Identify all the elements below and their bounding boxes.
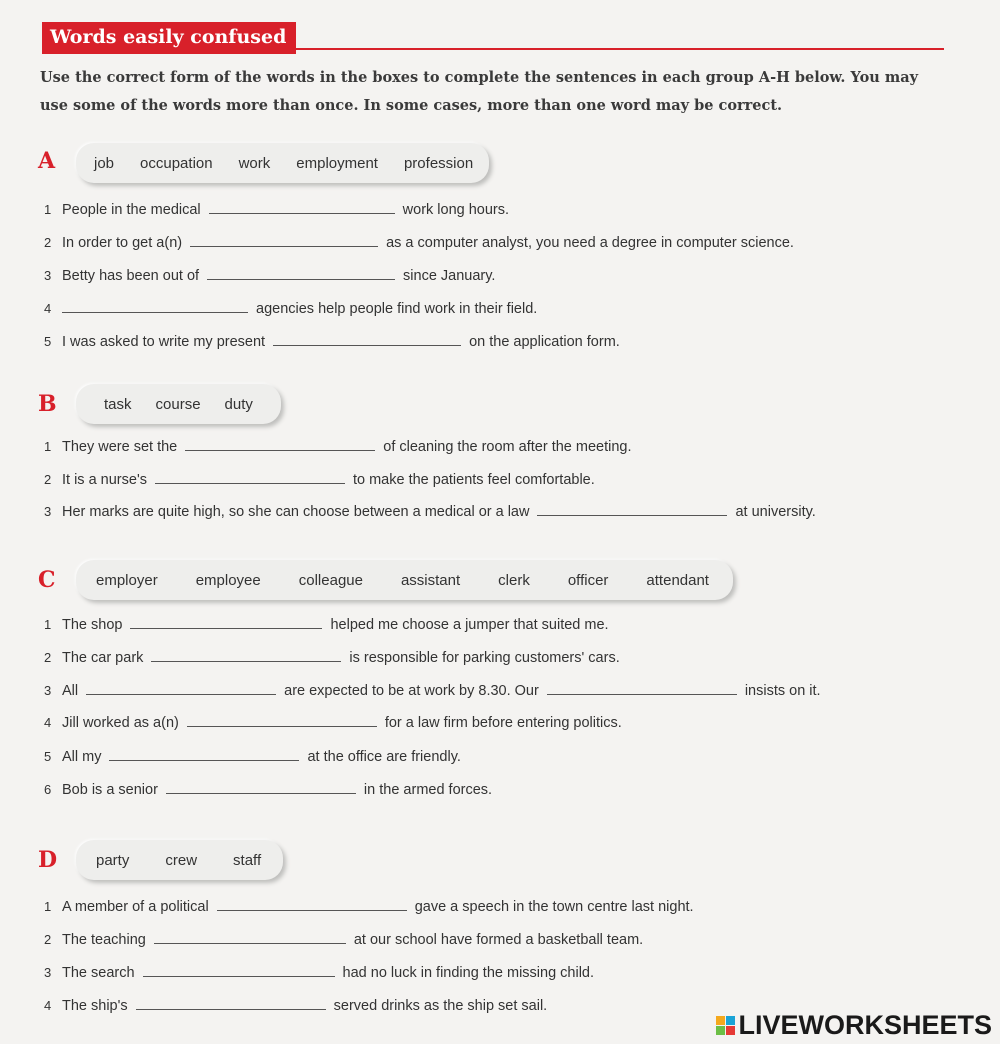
title-rule [270,48,944,50]
question-text: All [62,683,79,699]
question-number: 4 [44,301,52,316]
answer-blank[interactable] [185,438,375,451]
question-number: 3 [44,965,52,980]
question-text: agencies help people find work in their field. [256,301,538,317]
question-text: I was asked to write my present [62,334,266,350]
question-c-3 [44,682,821,699]
question-text: since January. [403,268,496,284]
answer-blank[interactable] [130,616,322,629]
question-number: 1 [44,899,52,914]
word-box-item: officer [567,571,609,589]
section-b-word-box [76,384,281,424]
answer-blank[interactable] [155,471,345,484]
word-box-item: attendant [646,571,709,589]
answer-blank[interactable] [207,267,395,280]
answer-blank[interactable] [217,898,407,911]
question-a-1 [44,201,509,218]
question-c-4 [44,714,622,731]
word-box-item: assistant [400,571,461,589]
question-number: 2 [44,650,52,665]
section-b-letter: B [38,391,57,417]
question-a-4 [44,300,537,317]
word-box-item: occupation [140,154,213,172]
answer-blank[interactable] [136,997,326,1010]
question-number: 1 [44,617,52,632]
answer-blank[interactable] [109,748,299,761]
question-text: Betty has been out of [62,268,200,284]
word-box-item: employment [296,154,378,172]
question-text: They were set the [62,439,178,455]
watermark-text: LIVEWORKSHEETS [738,1010,992,1040]
word-box-item: staff [233,851,262,869]
question-text: at the office are friendly. [307,749,461,765]
question-number: 2 [44,932,52,947]
answer-blank[interactable] [547,682,737,695]
question-c-5 [44,748,461,765]
question-number: 5 [44,749,52,764]
question-b-2 [44,471,595,488]
question-number: 3 [44,268,52,283]
question-d-1 [44,898,694,915]
question-text: is responsible for parking customers' cars. [349,650,620,666]
question-text: served drinks as the ship set sail. [333,998,548,1014]
question-text: to make the patients feel comfortable. [352,472,595,488]
answer-blank[interactable] [86,682,276,695]
question-number: 1 [44,202,52,217]
answer-blank[interactable] [190,234,378,247]
question-number: 3 [44,683,52,698]
question-text: A member of a political [62,899,209,915]
word-box-item: crew [165,851,198,869]
question-number: 2 [44,235,52,250]
question-number: 4 [44,715,52,730]
question-d-3 [44,964,594,981]
question-text: It is a nurse's [62,472,147,488]
section-d-word-box [76,840,283,880]
question-text: Jill worked as a(n) [62,715,179,731]
question-b-1 [44,438,632,455]
question-text: Her marks are quite high, so she can choose between a medical or a law [62,504,530,520]
question-text: The ship's [62,998,128,1014]
question-number: 1 [44,439,52,454]
word-box-item: employer [96,571,158,589]
question-text: The search [62,965,135,981]
question-text: All my [62,749,102,765]
section-c-word-box [76,560,733,600]
answer-blank[interactable] [151,649,341,662]
question-number: 4 [44,998,52,1013]
question-text: of cleaning the room after the meeting. [383,439,632,455]
question-text: In order to get a(n) [62,235,183,251]
liveworksheets-logo-icon [716,1016,735,1035]
question-text: helped me choose a jumper that suited me. [330,617,609,633]
question-number: 2 [44,472,52,487]
question-text: The teaching [62,932,146,948]
section-d-letter: D [38,847,58,873]
answer-blank[interactable] [166,781,356,794]
question-text: as a computer analyst, you need a degree in computer science. [386,235,794,251]
word-box-item: work [238,154,271,172]
section-a-letter: A [38,148,56,174]
word-box-item: clerk [498,571,530,589]
answer-blank[interactable] [273,333,461,346]
answer-blank[interactable] [209,201,395,214]
question-d-2 [44,931,643,948]
question-number: 5 [44,334,52,349]
question-number: 6 [44,782,52,797]
question-text: The car park [62,650,144,666]
question-d-4 [44,997,547,1014]
question-text: had no luck in finding the missing child. [342,965,595,981]
question-text: at our school have formed a basketball team. [353,932,644,948]
word-box-item: employee [195,571,261,589]
answer-blank[interactable] [154,931,346,944]
word-box-item: job [94,154,115,172]
question-c-6 [44,781,492,798]
question-a-3 [44,267,495,284]
answer-blank[interactable] [187,714,377,727]
answer-blank[interactable] [537,503,727,516]
instructions: Use the correct form of the words in the boxes to complete the sentences in each group A-H below. You may use some of the words more than once. In some cases, more than one word may be correct. [40,69,919,114]
question-c-1 [44,616,609,633]
question-number: 3 [44,504,52,519]
answer-blank[interactable] [143,964,335,977]
word-box-item: duty [224,395,253,413]
question-text: The shop [62,617,123,633]
question-text: insists on it. [744,683,821,699]
question-text: work long hours. [402,202,510,218]
word-box-item: colleague [298,571,363,589]
word-box-item: profession [403,154,474,172]
question-text: gave a speech in the town centre last night. [414,899,694,915]
question-text: at university. [735,504,816,520]
question-c-2 [44,649,620,666]
question-a-2 [44,234,794,251]
liveworksheets-watermark [716,1010,992,1041]
question-text: on the application form. [469,334,620,350]
answer-blank[interactable] [62,300,248,313]
question-text: for a law firm before entering politics. [384,715,622,731]
word-box-item: course [155,395,201,413]
section-c-letter: C [38,567,56,593]
question-a-5 [44,333,620,350]
section-a-word-box [76,143,489,183]
section-title: Words easily confused [42,22,296,54]
question-text: Bob is a senior [62,782,158,798]
question-text: in the armed forces. [363,782,493,798]
question-text: are expected to be at work by 8.30. Our [284,683,539,699]
question-b-3 [44,503,816,520]
question-text: People in the medical [62,202,201,218]
word-box-item: party [96,851,130,869]
word-box-item: task [104,395,132,413]
